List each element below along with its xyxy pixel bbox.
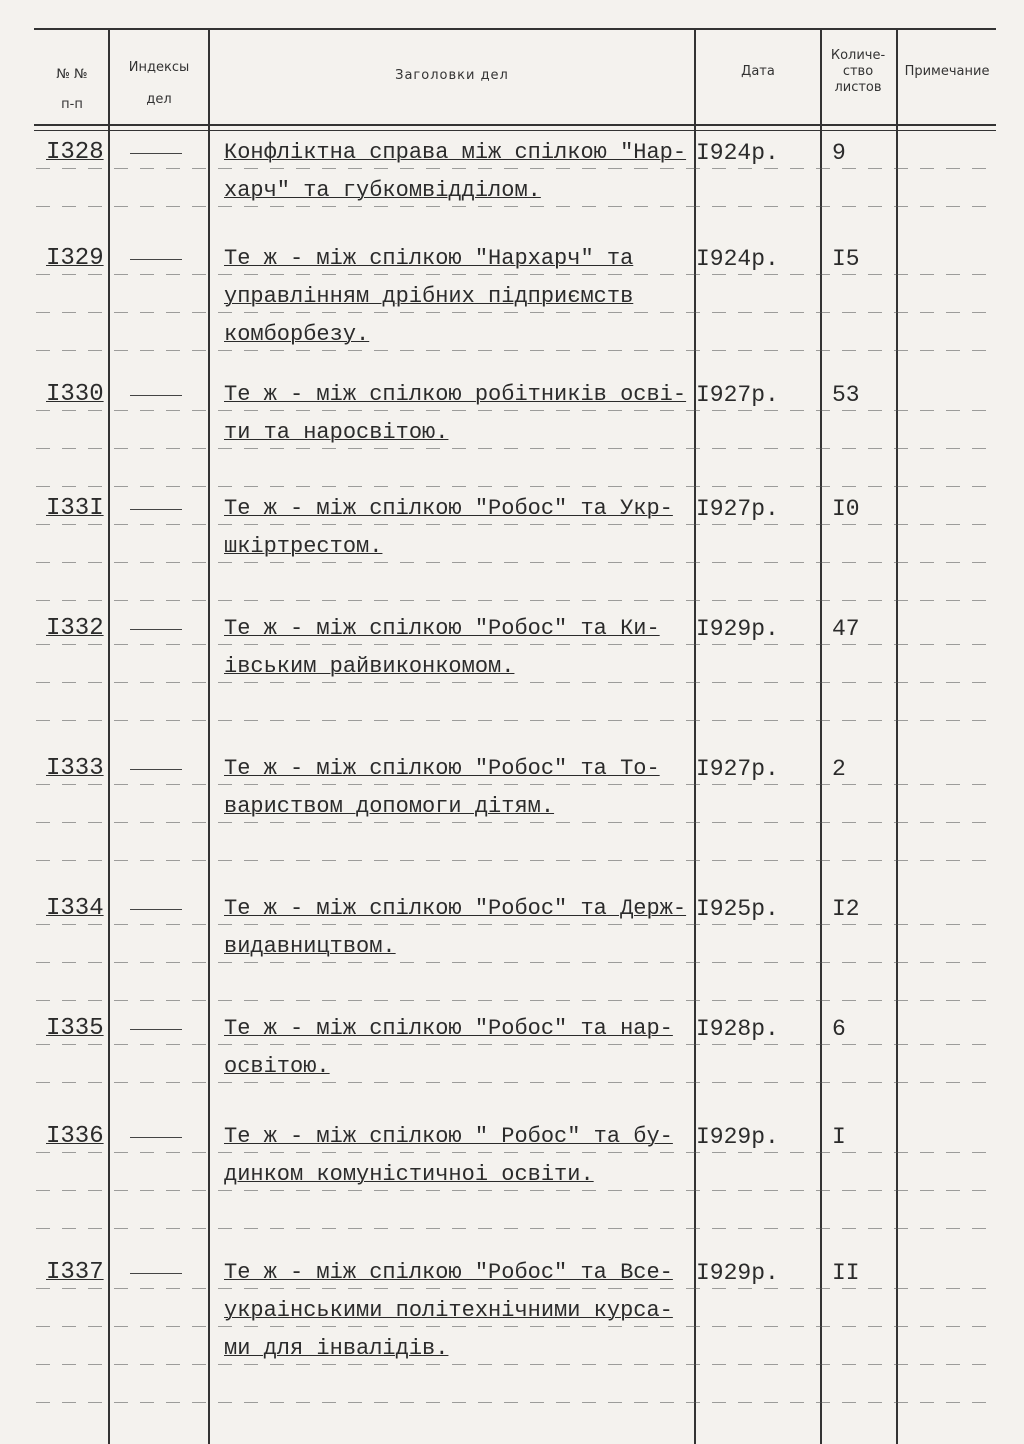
row-sheet-count: 6 [832, 1016, 846, 1042]
ruling-line [36, 924, 996, 925]
ruling-line [36, 562, 996, 563]
row-title [224, 890, 694, 966]
ruling-line [36, 448, 996, 449]
ruling-line [36, 524, 996, 525]
row-index-blank [130, 1254, 200, 1274]
row-index-blank [130, 376, 200, 396]
ruling-line [36, 1288, 996, 1289]
ruling-line [36, 312, 996, 313]
ruling-line [36, 860, 996, 861]
inventory-row [36, 1010, 996, 1118]
row-sheet-count: I [832, 1124, 846, 1150]
row-title [224, 1118, 694, 1194]
header-title: Заголовки дел [395, 68, 509, 83]
row-title-text: Те ж - мiж спiлкою робiтникiв освi- ти та наросвiтою. [224, 382, 687, 445]
header-date: Дата [741, 64, 775, 79]
inventory-row [36, 376, 996, 490]
row-index-blank [130, 1118, 200, 1138]
row-sheet-count: 53 [832, 382, 860, 408]
row-sheet-count: 47 [832, 616, 860, 642]
row-title [224, 240, 694, 354]
row-sheet-count: 2 [832, 756, 846, 782]
header-note: Примечание [904, 64, 990, 79]
row-sheet-count: II [832, 1260, 860, 1286]
row-index-blank [130, 750, 200, 770]
row-date: I929р. [696, 616, 779, 642]
ruling-line [36, 1326, 996, 1327]
row-number: I33I [46, 495, 104, 522]
ruling-line [36, 644, 996, 645]
header-sheets: Количе- ство листов [830, 48, 886, 95]
row-number: I334 [46, 895, 104, 922]
inventory-row [36, 240, 996, 376]
row-title [224, 1010, 694, 1086]
row-number: I337 [46, 1259, 104, 1286]
row-date: I924р. [696, 246, 779, 272]
row-date: I925р. [696, 896, 779, 922]
row-index-blank [130, 490, 200, 510]
ruling-line [36, 410, 996, 411]
row-number: I336 [46, 1123, 104, 1150]
row-title [224, 376, 694, 452]
ruling-line [36, 1228, 996, 1229]
row-title-text: Конфлiктна справа мiж спiлкою "Нар- харч" та губкомвiддiлом. [224, 140, 687, 203]
ruling-line [36, 600, 996, 601]
row-number: I329 [46, 245, 104, 272]
row-title [224, 610, 694, 686]
row-date: I927р. [696, 496, 779, 522]
ruling-line [36, 1000, 996, 1001]
row-index-blank [130, 610, 200, 630]
ruling-line [36, 962, 996, 963]
row-title [224, 1254, 694, 1368]
inventory-row [36, 490, 996, 610]
header-bottom-rule-2 [34, 130, 996, 131]
row-sheet-count: I5 [832, 246, 860, 272]
row-date: I929р. [696, 1260, 779, 1286]
ruling-line [36, 1082, 996, 1083]
ruling-line [36, 486, 996, 487]
ruling-line [36, 1044, 996, 1045]
row-index-blank [130, 134, 200, 154]
ruling-line [36, 784, 996, 785]
row-number: I335 [46, 1015, 104, 1042]
row-number: I328 [46, 139, 104, 166]
header-number: № № п-п [56, 67, 88, 112]
row-index-blank [130, 890, 200, 910]
row-number: I333 [46, 755, 104, 782]
ruling-line [36, 822, 996, 823]
row-title [224, 134, 694, 210]
row-date: I928р. [696, 1016, 779, 1042]
row-date: I929р. [696, 1124, 779, 1150]
inventory-row [36, 610, 996, 750]
row-date: I927р. [696, 382, 779, 408]
row-title [224, 750, 694, 826]
row-title-text: Те ж - мiж спiлкою " Робос" та бу- динком комунiстичноi освiти. [224, 1124, 673, 1187]
row-number: I330 [46, 381, 104, 408]
header-bottom-rule [34, 124, 996, 126]
ruling-line [36, 350, 996, 351]
inventory-row [36, 134, 996, 240]
ruling-line [36, 168, 996, 169]
inventory-row [36, 890, 996, 1010]
row-title-text: Те ж - мiж спiлкою "Нархарч" та управлiнням дрiбних пiдприємств комборбезу. [224, 246, 634, 347]
row-date: I924р. [696, 140, 779, 166]
row-date: I927р. [696, 756, 779, 782]
inventory-row [36, 750, 996, 890]
row-index-blank [130, 1010, 200, 1030]
ruling-line [36, 206, 996, 207]
row-title-text: Те ж - мiж спiлкою "Робос" та нар- освiтою. [224, 1016, 673, 1079]
row-index-blank [130, 240, 200, 260]
row-title-text: Те ж - мiж спiлкою "Робос" та Ки- iвським райвиконкомом. [224, 616, 660, 679]
row-title-text: Те ж - мiж спiлкою "Робос" та То- вариством допомоги дiтям. [224, 756, 660, 819]
inventory-row [36, 1118, 996, 1254]
ruling-line [36, 1152, 996, 1153]
ruling-line [36, 1402, 996, 1403]
row-sheet-count: 9 [832, 140, 846, 166]
row-number: I332 [46, 615, 104, 642]
header-index: Индексы дел [128, 60, 190, 107]
row-title-text: Те ж - мiж спiлкою "Робос" та Держ- видавництвом. [224, 896, 687, 959]
row-sheet-count: I0 [832, 496, 860, 522]
header-top-rule [34, 28, 996, 30]
ruling-line [36, 1364, 996, 1365]
row-title [224, 490, 694, 566]
ruling-line [36, 274, 996, 275]
ruling-line [36, 682, 996, 683]
inventory-row [36, 1254, 996, 1410]
row-title-text: Те ж - мiж спiлкою "Робос" та Укр- шкiртрестом. [224, 496, 673, 559]
row-sheet-count: I2 [832, 896, 860, 922]
ruling-line [36, 720, 996, 721]
ruling-line [36, 1190, 996, 1191]
row-title-text: Те ж - мiж спiлкою "Робос" та Все- украiнськими полiтехнiчними курса- ми для iнвалiдiв. [224, 1260, 673, 1361]
